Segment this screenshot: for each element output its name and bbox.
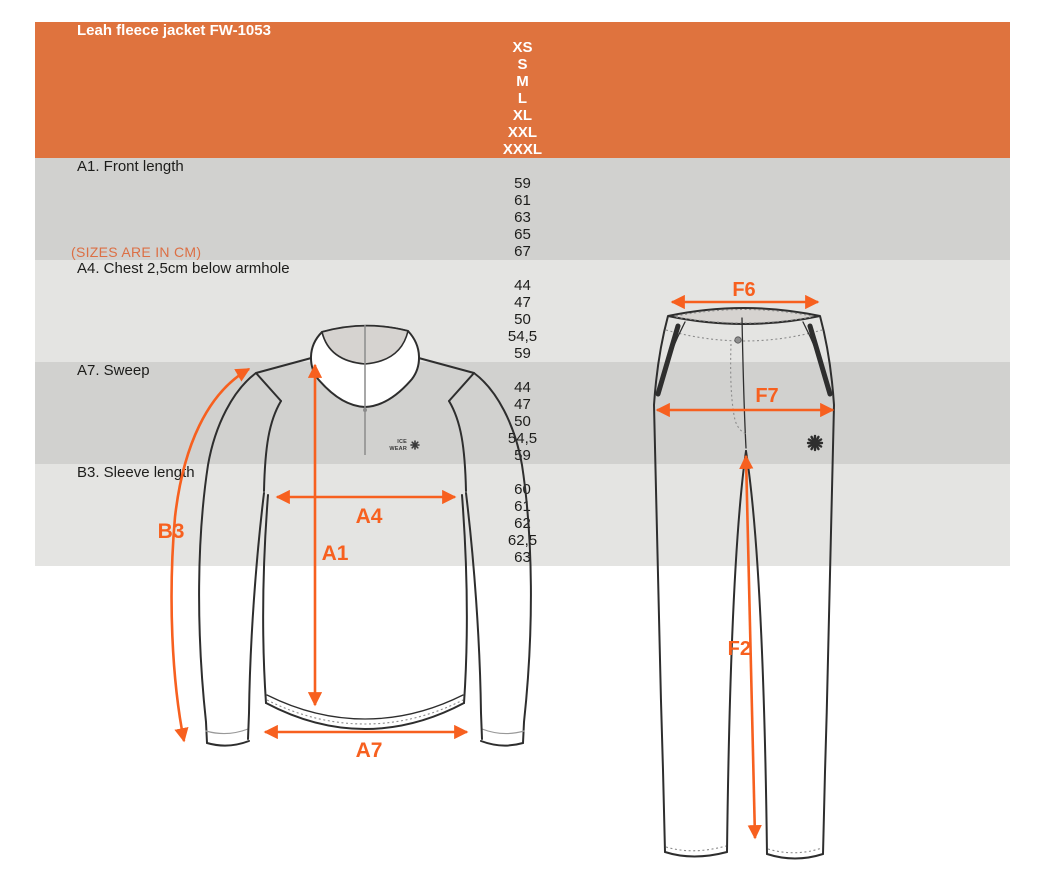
- size-cell: 63: [35, 549, 1010, 566]
- size-cell: 44: [35, 379, 1010, 396]
- col-header-xxl: XXL: [35, 124, 1010, 141]
- size-cell: 59: [35, 175, 1010, 192]
- pocket-right: [803, 322, 830, 394]
- col-header-l: L: [35, 90, 1010, 107]
- row-label: A4. Chest 2,5cm below armhole: [35, 260, 1010, 277]
- jacket-diagram: [145, 295, 585, 775]
- table-title: Leah fleece jacket FW-1053: [35, 22, 1010, 39]
- snowflake-icon: [411, 441, 419, 449]
- a1-label: A1: [321, 542, 349, 565]
- size-cell: 62: [35, 515, 1010, 532]
- size-cell: 59: [35, 447, 1010, 464]
- f6-label: F6: [732, 280, 756, 301]
- size-cell: 54,5: [35, 430, 1010, 447]
- row-label: B3. Sleeve length: [35, 464, 1010, 481]
- row-label: A1. Front length: [35, 158, 1010, 175]
- size-cell: 44: [35, 277, 1010, 294]
- col-header-xl: XL: [35, 107, 1010, 124]
- size-cell: 63: [35, 209, 1010, 226]
- size-cell: 50: [35, 311, 1010, 328]
- f7-label: F7: [755, 385, 779, 407]
- a4-label: A4: [355, 505, 383, 528]
- svg-text:ICE: ICE: [397, 439, 407, 445]
- snowflake-icon: [808, 436, 822, 450]
- size-cell: 62,5: [35, 532, 1010, 549]
- size-cell: 59: [35, 345, 1010, 362]
- units-note: (SIZES ARE IN CM): [71, 244, 202, 260]
- b3-label: B3: [157, 520, 185, 543]
- size-cell: 61: [35, 192, 1010, 209]
- size-cell: 60: [35, 481, 1010, 498]
- size-cell: 54,5: [35, 328, 1010, 345]
- size-cell: 50: [35, 413, 1010, 430]
- pants-measure-arrows: [657, 280, 833, 838]
- size-cell: 67: [35, 243, 1010, 260]
- col-header-m: M: [35, 73, 1010, 90]
- a7-label: A7: [355, 739, 383, 762]
- row-label: A7. Sweep: [35, 362, 1010, 379]
- col-header-xs: XS: [35, 39, 1010, 56]
- svg-text:WEAR: WEAR: [389, 446, 407, 452]
- f2-label: F2: [727, 638, 751, 660]
- size-cell: 47: [35, 294, 1010, 311]
- pocket-left: [658, 322, 685, 394]
- col-header-xxxl: XXXL: [35, 141, 1010, 158]
- waist-button: [735, 337, 741, 343]
- b3-arrow: [172, 369, 249, 741]
- pants-outline: [654, 308, 834, 859]
- size-cell: 47: [35, 396, 1010, 413]
- size-cell: 61: [35, 498, 1010, 515]
- jacket-brand-logo: [389, 439, 419, 452]
- pants-diagram: [630, 280, 890, 880]
- size-cell: 65: [35, 226, 1010, 243]
- col-header-s: S: [35, 56, 1010, 73]
